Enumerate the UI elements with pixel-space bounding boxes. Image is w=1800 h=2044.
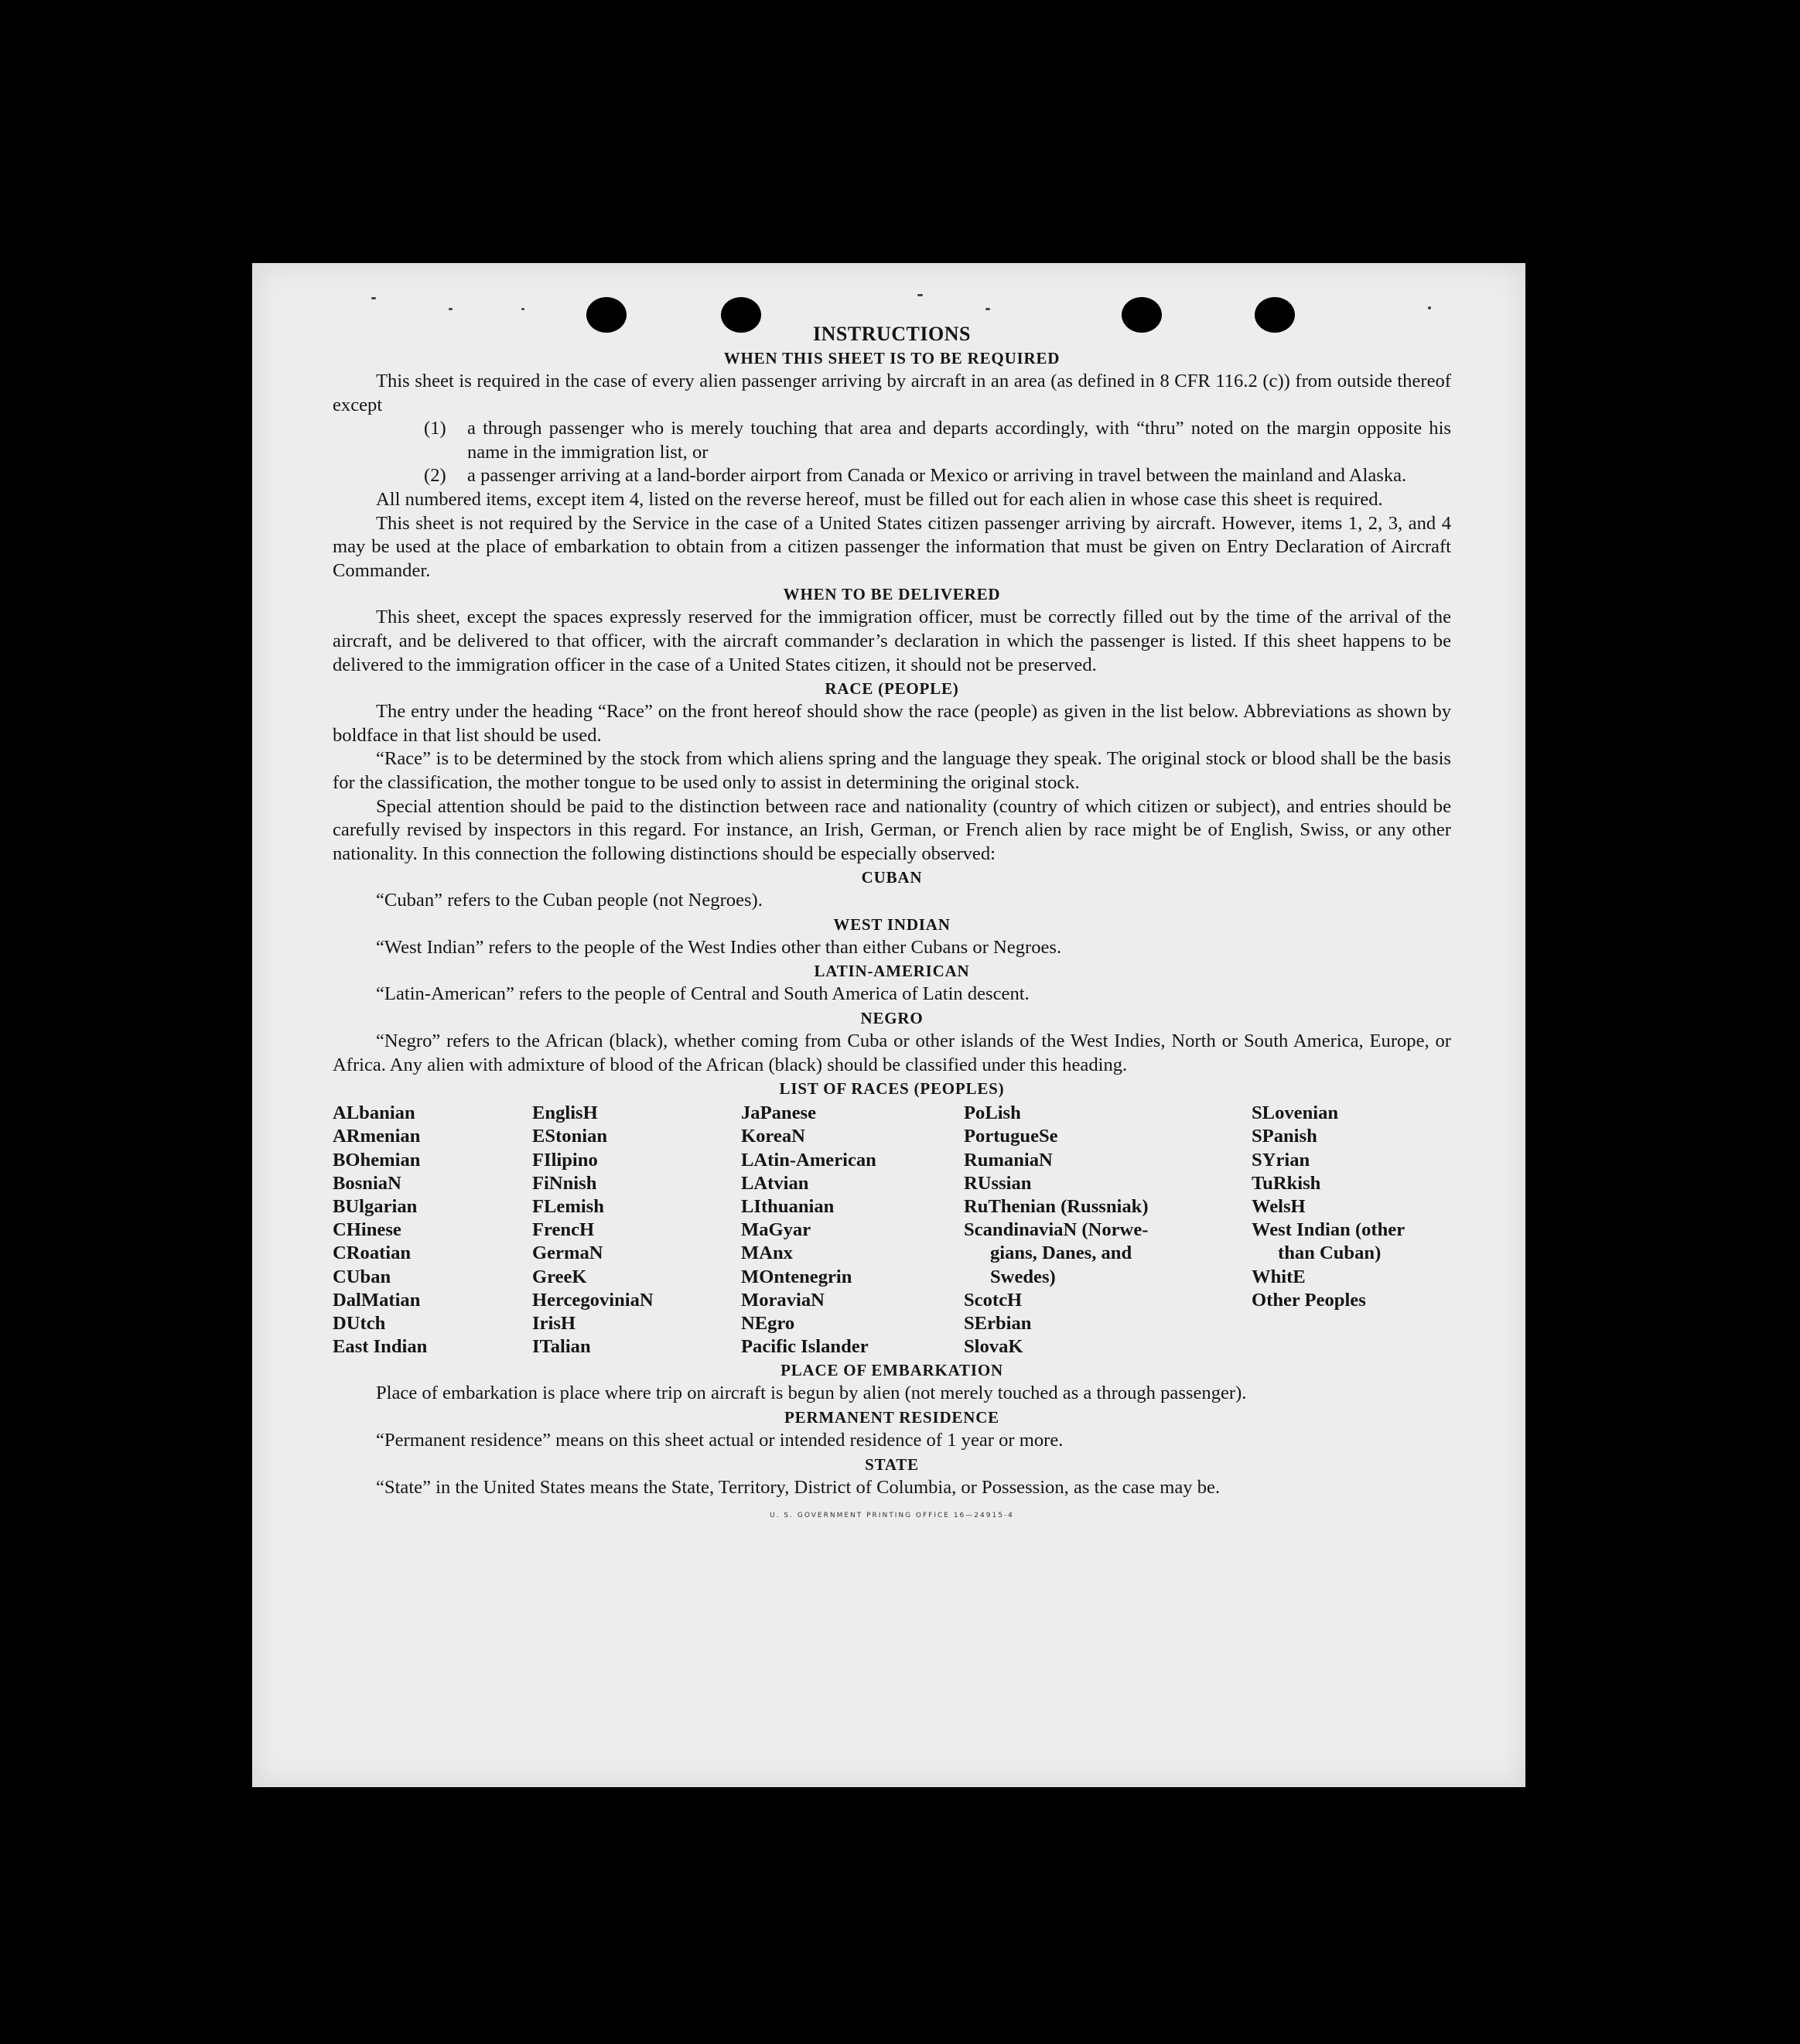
paragraph: This sheet, except the spaces expressly reserved for the immigration officer, must be correctly filled out by the time of the arrival of the aircraft, and be delivered to that officer, with the aircraft commander’s declaration in which the passenger is listed. If this sheet happens to be delivered to the immigration officer in the case of a United States citizen, it should not be preserved.: [333, 607, 1451, 675]
heading-when-delivered: WHEN TO BE DELIVERED: [783, 585, 1001, 604]
races-column: EnglisH EStonian FIlipino FiNnish FLemish FrencH GermaN GreeK HercegoviniaN IrisH ITalian: [532, 1102, 654, 1358]
paragraph: “State” in the United States means the State, Territory, District of Columbia, or Possession, as the case may be.: [376, 1476, 1221, 1498]
heading-when-required: WHEN THIS SHEET IS TO BE REQUIRED: [723, 349, 1061, 367]
paragraph: This sheet is not required by the Service in the case of a United States citizen passenger arriving by aircraft. However, items 1, 2, 3, and 4 may be used at the place of embarkation to obtain from a citizen passenger the information that must be given on Entry Declaration of Aircraft Commander.: [333, 512, 1451, 581]
paragraph: “Latin-American” refers to the people of Central and South America of Latin descent.: [376, 983, 1030, 1005]
races-column: ALbanian ARmenian BOhemian BosniaN BUlgarian CHinese CRoatian CUban DalMatian DUtch East Indian: [333, 1102, 428, 1358]
heading-state: STATE: [865, 1454, 919, 1474]
heading-cuban: CUBAN: [861, 868, 923, 887]
instructions-body: [333, 322, 1451, 1528]
paragraph: Special attention should be paid to the distinction between race and nationality (country of which citizen or subject), and entries should be carefully revised by inspectors in this regard. For instance, an Irish, German, or French alien by race might be of English, Swiss, or any other nationality. In this connection the following distinctions should be especially observed:: [333, 795, 1451, 864]
heading-negro: NEGRO: [860, 1009, 924, 1028]
heading-permanent-residence: PERMANENT RESIDENCE: [784, 1408, 999, 1427]
paragraph: This sheet is required in the case of every alien passenger arriving by aircraft in an area (as defined in 8 CFR 116.2 (c)) from outside thereof except: [333, 371, 1451, 415]
paragraph: “Cuban” refers to the Cuban people (not Negroes).: [376, 890, 763, 911]
races-column: SLovenian SPanish SYrian TuRkish WelsH West Indian (other than Cuban) WhitE Other Peoples: [1252, 1102, 1406, 1311]
heading-race: RACE (PEOPLE): [825, 679, 959, 699]
paragraph: “Permanent residence” means on this sheet actual or intended residence of 1 year or more.: [376, 1430, 1064, 1451]
printing-office-footer: U. S. GOVERNMENT PRINTING OFFICE 16—24915-4: [770, 1512, 1014, 1520]
heading-west-indian: WEST INDIAN: [833, 914, 951, 934]
paragraph: “West Indian” refers to the people of the West Indies other than either Cubans or Negroes.: [376, 936, 1062, 958]
heading-latin-american: LATIN-AMERICAN: [814, 962, 970, 981]
list-item: (1) a through passenger who is merely touching that area and departs accordingly, with “thru” noted on the margin opposite his name in the immigration list, or: [424, 418, 1451, 463]
heading-embarkation: PLACE OF EMBARKATION: [780, 1361, 1003, 1380]
paragraph: “Race” is to be determined by the stock from which aliens spring and the language they speak. The original stock or blood shall be the basis for the classification, the mother tongue to be used only to assist in determining the original stock.: [333, 748, 1451, 793]
paragraph: “Negro” refers to the African (black), whether coming from Cuba or other islands of the West Indies, North or South America, Europe, or Africa. Any alien with admixture of blood of the African (black) should be classified under this heading.: [333, 1031, 1451, 1075]
paragraph: All numbered items, except item 4, listed on the reverse hereof, must be filled out for each alien in whose case this sheet is required.: [376, 488, 1383, 510]
paragraph: Place of embarkation is place where trip on aircraft is begun by alien (not merely touched as a through passenger).: [376, 1383, 1247, 1404]
races-column: JaPanese KoreaN LAtin-American LAtvian LIthuanian MaGyar MAnx MOntenegrin MoraviaN NEgro Pacific Islander: [741, 1102, 876, 1358]
races-column: PoLish PortugueSe RumaniaN RUssian RuThenian (Russniak) ScandinaviaN (Norwe- gians, Danes, and Swedes) ScotcH SErbian SlovaK: [964, 1102, 1149, 1358]
page-title: INSTRUCTIONS: [813, 323, 971, 345]
heading-list-of-races: LIST OF RACES (PEOPLES): [779, 1079, 1005, 1099]
paragraph: The entry under the heading “Race” on the front hereof should show the race (people) as given in the list below. Abbreviations as shown by boldface in that list should be used.: [333, 701, 1451, 746]
races-table: [333, 1102, 1451, 1359]
document-sheet: [252, 263, 1525, 1787]
list-item: (2) a passenger arriving at a land-border airport from Canada or Mexico or arriving in travel between the mainland and Alaska.: [424, 465, 1407, 487]
